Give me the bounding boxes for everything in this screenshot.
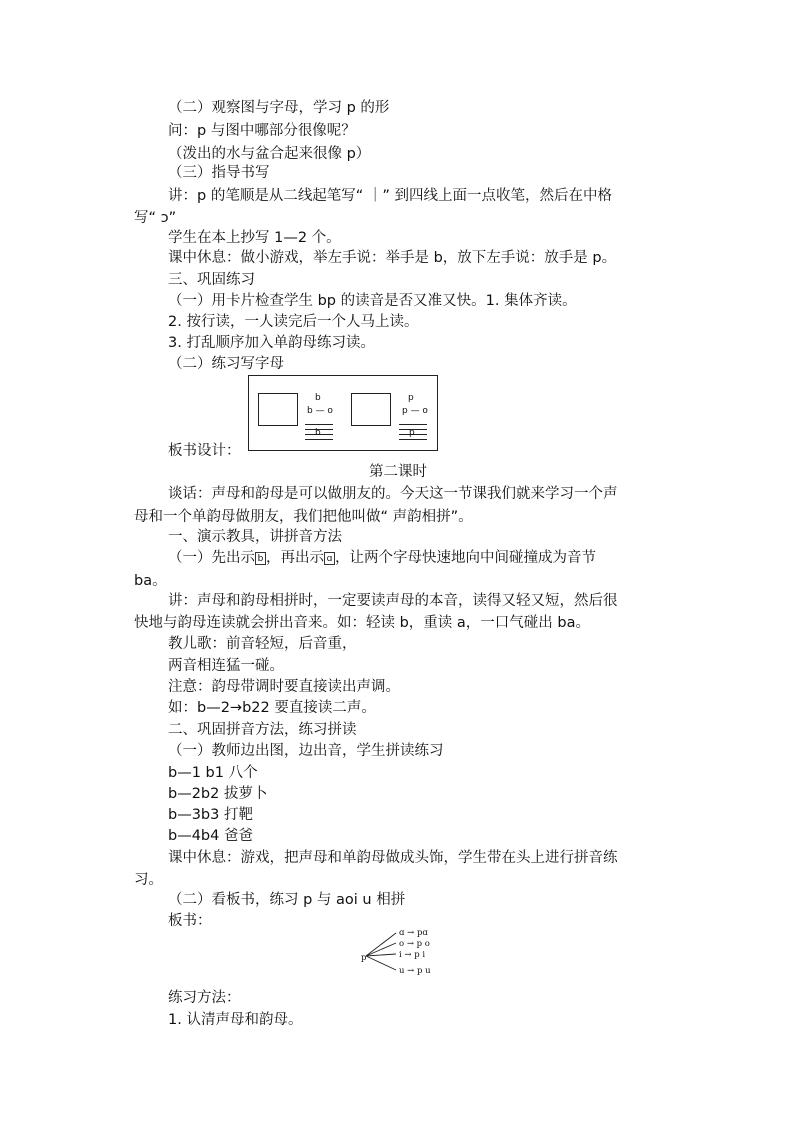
line-text: （二）观察图与字母，学习 p 的形 [168, 100, 390, 116]
line-text: b—3b3 打靶 [168, 807, 253, 823]
line-text: （一）教师边出图，边出音，学生拼读练习 [168, 743, 444, 759]
board-letter-p: p [408, 393, 414, 403]
line-text: 练习方法： [168, 990, 241, 1006]
picture-frame-b [258, 393, 298, 426]
board-design-box [248, 375, 438, 451]
line-text: 习。 [134, 872, 163, 888]
line-text: 3. 打乱顺序加入单韵母练习读。 [168, 335, 375, 351]
line-text: b—4b4 爸爸 [168, 828, 253, 844]
line-text: 一、演示教具，讲拼音方法 [168, 529, 342, 545]
line-text: 课中休息：做小游戏，举左手说：举手是 b，放下左手说：放手是 p。 [168, 250, 617, 266]
card-a-icon: ɑ [324, 552, 335, 565]
section-title: 第二课时 [369, 464, 427, 480]
line-text: （二）看板书，练习 p 与 aoi u 相拼 [168, 892, 406, 908]
diagram-row: o → p o [399, 939, 430, 949]
diagram-row: i → p i [399, 950, 426, 960]
line-text: 学生在本上抄写 1—2 个。 [168, 230, 341, 246]
diagram-row: u → p u [399, 966, 431, 976]
board-letter-b: b [315, 393, 321, 403]
line-text: 板书： [168, 913, 212, 929]
card-b-icon: b [255, 552, 266, 565]
board-syllable-bo: b — o [307, 406, 333, 416]
writing-line [399, 424, 427, 425]
board-lined-b: b [315, 428, 321, 438]
line-text: （三）指导书写 [168, 165, 270, 181]
diagram-row: ɑ → pɑ [399, 928, 428, 938]
writing-line [305, 424, 333, 425]
line-text: （一）用卡片检查学生 bp 的读音是否又准又快。1. 集体齐读。 [168, 293, 577, 309]
line-text: （二）练习写字母 [168, 356, 284, 372]
line-text: 注意：韵母带调时要直接读出声调。 [168, 679, 400, 695]
line-text: 谈话：声母和韵母是可以做朋友的。今天这一节课我们就来学习一个声 [168, 486, 618, 502]
line-text: 1. 认清声母和韵母。 [168, 1012, 303, 1028]
line-text: 教儿歌：前音轻短，后音重， [168, 636, 357, 652]
diagram-center-p: p [361, 953, 367, 963]
line-text-cards [168, 548, 596, 568]
line-text: ba。 [134, 573, 167, 589]
picture-frame-p [351, 393, 391, 426]
line-text: 快地与韵母连读就会拼出音来。如：轻读 b，重读 a，一口气碰出 ba。 [134, 615, 591, 631]
line-text: 课中休息：游戏，把声母和单韵母做成头饰，学生带在头上进行拼音练 [168, 850, 618, 866]
line-text: 问：p 与图中哪部分很像呢？ [168, 123, 356, 139]
line-text: （泼出的水与盆合起来很像 p） [168, 146, 371, 162]
line-text: 2. 按行读，一人读完后一个人马上读。 [168, 314, 419, 330]
writing-line [305, 439, 333, 440]
board-syllable-po: p — o [402, 406, 428, 416]
line-text: 如：b—2→b22 要直接读二声。 [168, 700, 376, 716]
line-text: 母和一个单韵母做朋友，我们把他叫做“ 声韵相拼”。 [134, 509, 473, 525]
line-text-part: ，让两个字母快速地向中间碰撞成为音节 [335, 550, 596, 566]
line-text: 写“ ɔ” [134, 210, 177, 226]
fan-line [366, 956, 396, 970]
line-text: 板书设计： [168, 443, 241, 459]
board-lined-p: p [409, 428, 415, 438]
line-text: 三、巩固练习 [168, 272, 255, 288]
line-text: 二、巩固拼音方法，练习拼读 [168, 722, 357, 738]
writing-line [399, 439, 427, 440]
line-text: 两音相连猛一碰。 [168, 658, 284, 674]
line-text: 讲：p 的笔顺是从二线起笔写“ ｜” 到四线上面一点收笔，然后在中格 [168, 188, 613, 204]
line-text-part: （一）先出示 [168, 550, 255, 566]
line-text-part: ，再出示 [266, 550, 324, 566]
line-text: 讲：声母和韵母相拼时，一定要读声母的本音，读得又轻又短，然后很 [168, 593, 618, 609]
line-text: b—1 b1 八个 [168, 765, 258, 781]
line-text: b—2b2 拔萝卜 [168, 786, 268, 802]
